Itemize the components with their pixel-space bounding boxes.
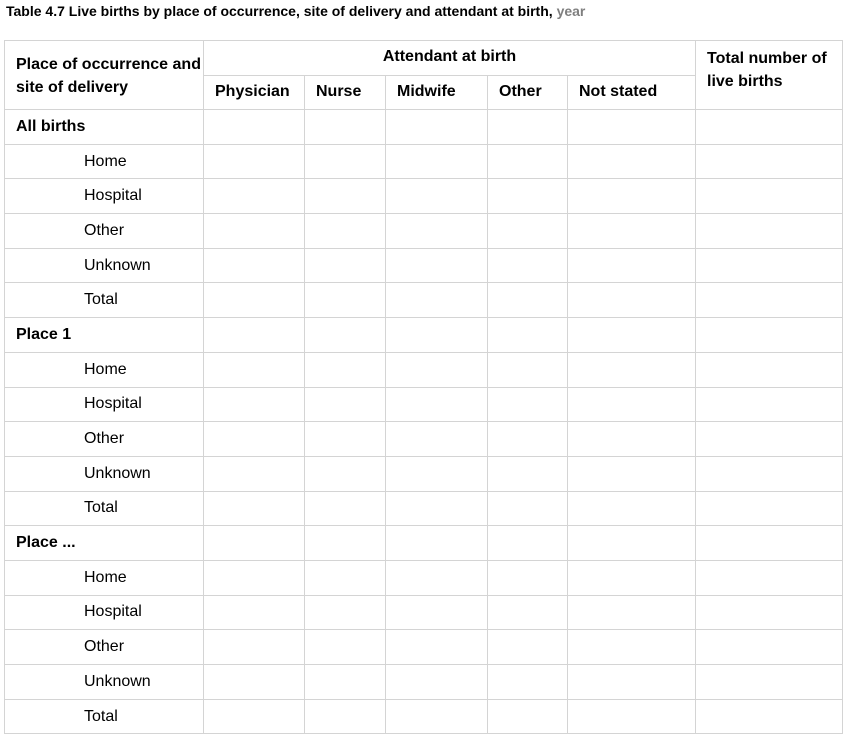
table-row (5, 665, 843, 700)
empty-cell (386, 699, 488, 734)
header-physician: Physician (204, 76, 305, 110)
empty-cell (386, 110, 488, 145)
site-label: Total (5, 283, 204, 318)
empty-cell (696, 560, 843, 595)
empty-cell (488, 699, 568, 734)
table-row (5, 491, 843, 526)
empty-cell (568, 560, 696, 595)
empty-cell (488, 630, 568, 665)
empty-cell (488, 144, 568, 179)
empty-cell (488, 422, 568, 457)
empty-cell (305, 214, 386, 249)
site-label: Other (5, 422, 204, 457)
empty-cell (696, 283, 843, 318)
empty-cell (204, 526, 305, 561)
empty-cell (305, 665, 386, 700)
empty-cell (568, 110, 696, 145)
empty-cell (568, 144, 696, 179)
site-label: Other (5, 630, 204, 665)
empty-cell (568, 630, 696, 665)
site-label: Unknown (5, 456, 204, 491)
empty-cell (696, 248, 843, 283)
empty-cell (696, 699, 843, 734)
empty-cell (386, 352, 488, 387)
empty-cell (568, 526, 696, 561)
header-attendant-group: Attendant at birth (204, 41, 696, 76)
table-row (5, 283, 843, 318)
empty-cell (204, 491, 305, 526)
empty-cell (305, 595, 386, 630)
empty-cell (204, 422, 305, 457)
empty-cell (488, 387, 568, 422)
empty-cell (568, 248, 696, 283)
empty-cell (488, 352, 568, 387)
table-row (5, 179, 843, 214)
empty-cell (204, 387, 305, 422)
empty-cell (204, 283, 305, 318)
empty-cell (386, 526, 488, 561)
empty-cell (204, 352, 305, 387)
table-row (5, 630, 843, 665)
empty-cell (696, 214, 843, 249)
empty-cell (696, 526, 843, 561)
empty-cell (568, 665, 696, 700)
site-label: Home (5, 352, 204, 387)
empty-cell (204, 144, 305, 179)
site-label: Hospital (5, 595, 204, 630)
site-label: Other (5, 214, 204, 249)
empty-cell (386, 422, 488, 457)
empty-cell (305, 456, 386, 491)
empty-cell (305, 387, 386, 422)
empty-cell (204, 560, 305, 595)
empty-cell (204, 665, 305, 700)
empty-cell (568, 422, 696, 457)
empty-cell (305, 491, 386, 526)
empty-cell (488, 526, 568, 561)
caption-year: year (556, 3, 586, 19)
group-label: Place ... (5, 526, 204, 561)
group-label: Place 1 (5, 318, 204, 353)
empty-cell (305, 179, 386, 214)
header-not-stated: Not stated (568, 76, 696, 110)
table-row (5, 248, 843, 283)
empty-cell (386, 283, 488, 318)
empty-cell (568, 491, 696, 526)
empty-cell (305, 560, 386, 595)
empty-cell (488, 491, 568, 526)
empty-cell (568, 318, 696, 353)
table-row (5, 318, 843, 353)
table-row (5, 699, 843, 734)
empty-cell (305, 283, 386, 318)
empty-cell (386, 318, 488, 353)
empty-cell (488, 283, 568, 318)
empty-cell (305, 352, 386, 387)
empty-cell (204, 248, 305, 283)
table-row (5, 110, 843, 145)
empty-cell (568, 283, 696, 318)
table-row (5, 387, 843, 422)
empty-cell (386, 214, 488, 249)
empty-cell (386, 491, 488, 526)
table-row (5, 456, 843, 491)
site-label: Total (5, 491, 204, 526)
empty-cell (696, 144, 843, 179)
table-row (5, 526, 843, 561)
table-row (5, 144, 843, 179)
site-label: Total (5, 699, 204, 734)
site-label: Hospital (5, 387, 204, 422)
empty-cell (305, 526, 386, 561)
table-body (5, 110, 843, 734)
empty-cell (696, 110, 843, 145)
header-place: Place of occurrence and site of delivery (5, 41, 204, 110)
empty-cell (568, 595, 696, 630)
empty-cell (488, 456, 568, 491)
table-row (5, 560, 843, 595)
empty-cell (696, 491, 843, 526)
table-caption (6, 3, 585, 19)
empty-cell (204, 630, 305, 665)
site-label: Home (5, 144, 204, 179)
empty-cell (305, 630, 386, 665)
empty-cell (386, 387, 488, 422)
empty-cell (204, 595, 305, 630)
empty-cell (305, 318, 386, 353)
empty-cell (386, 630, 488, 665)
group-label: All births (5, 110, 204, 145)
empty-cell (305, 699, 386, 734)
empty-cell (488, 248, 568, 283)
table-row (5, 352, 843, 387)
empty-cell (696, 630, 843, 665)
empty-cell (386, 179, 488, 214)
empty-cell (386, 248, 488, 283)
empty-cell (568, 699, 696, 734)
empty-cell (696, 422, 843, 457)
empty-cell (488, 214, 568, 249)
empty-cell (568, 214, 696, 249)
empty-cell (568, 179, 696, 214)
empty-cell (204, 110, 305, 145)
empty-cell (488, 665, 568, 700)
empty-cell (204, 318, 305, 353)
empty-cell (488, 179, 568, 214)
table-row (5, 595, 843, 630)
header-midwife: Midwife (386, 76, 488, 110)
header-nurse: Nurse (305, 76, 386, 110)
empty-cell (386, 560, 488, 595)
empty-cell (204, 699, 305, 734)
empty-cell (696, 352, 843, 387)
empty-cell (204, 456, 305, 491)
header-other: Other (488, 76, 568, 110)
caption-main: Table 4.7 Live births by place of occurrence, site of delivery and attendant at birth, (6, 3, 553, 19)
table-row (5, 422, 843, 457)
empty-cell (568, 352, 696, 387)
births-table (4, 40, 843, 734)
empty-cell (488, 560, 568, 595)
empty-cell (568, 456, 696, 491)
table-row (5, 214, 843, 249)
empty-cell (386, 456, 488, 491)
site-label: Hospital (5, 179, 204, 214)
site-label: Unknown (5, 248, 204, 283)
site-label: Home (5, 560, 204, 595)
empty-cell (305, 248, 386, 283)
empty-cell (305, 110, 386, 145)
empty-cell (696, 387, 843, 422)
empty-cell (305, 422, 386, 457)
empty-cell (386, 665, 488, 700)
empty-cell (305, 144, 386, 179)
empty-cell (696, 179, 843, 214)
empty-cell (696, 665, 843, 700)
empty-cell (386, 144, 488, 179)
empty-cell (488, 318, 568, 353)
empty-cell (568, 387, 696, 422)
empty-cell (488, 110, 568, 145)
empty-cell (386, 595, 488, 630)
empty-cell (696, 456, 843, 491)
empty-cell (204, 214, 305, 249)
site-label: Unknown (5, 665, 204, 700)
empty-cell (696, 595, 843, 630)
header-total: Total number of live births (696, 41, 843, 110)
empty-cell (696, 318, 843, 353)
empty-cell (204, 179, 305, 214)
empty-cell (488, 595, 568, 630)
